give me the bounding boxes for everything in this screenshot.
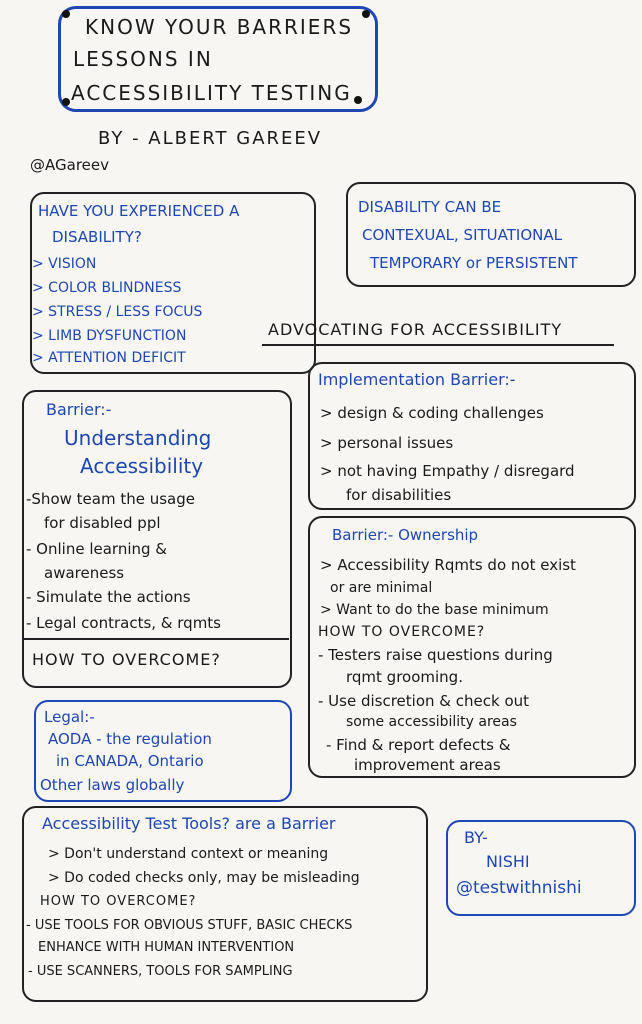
disability-types-box: [346, 182, 636, 287]
list-item: -Show team the usage: [26, 490, 195, 508]
list-item: - Testers raise questions during: [318, 646, 553, 664]
list-item: > personal issues: [320, 434, 454, 452]
pin-dot: [62, 98, 70, 106]
experienced-box: [30, 192, 316, 374]
list-item: - Legal contracts, & rqmts: [26, 614, 221, 632]
title-box: [58, 6, 378, 112]
list-item: some accessibility areas: [346, 714, 517, 730]
title-line-3: ACCESSIBILITY TESTING: [71, 81, 352, 105]
understanding-title-2: Accessibility: [80, 454, 204, 478]
implementation-box: [308, 362, 636, 510]
overcome-label: HOW TO OVERCOME?: [318, 624, 486, 640]
tools-box: [22, 806, 428, 1002]
ownership-box: [308, 516, 636, 778]
list-item: for disabled ppl: [44, 514, 161, 532]
list-item: rqmt grooming.: [346, 668, 463, 686]
legal-box: [34, 700, 292, 802]
list-item: > ATTENTION DEFICIT: [32, 350, 186, 366]
list-item: - Simulate the actions: [26, 588, 191, 606]
legal-line-4: Other laws globally: [40, 776, 185, 794]
title-line-2: LESSONS IN: [73, 47, 213, 71]
list-item: awareness: [44, 564, 125, 582]
list-item: > LIMB DYSFUNCTION: [32, 328, 187, 344]
tools-title: Accessibility Test Tools? are a Barrier: [42, 814, 336, 833]
list-item: ENHANCE WITH HUMAN INTERVENTION: [38, 940, 295, 955]
experienced-heading: HAVE YOU EXPERIENCED A: [38, 202, 240, 220]
legal-line-2: AODA - the regulation: [48, 730, 212, 748]
disability-line-3: TEMPORARY or PERSISTENT: [370, 254, 578, 272]
legal-label: Legal:-: [44, 708, 95, 726]
credit-handle: @testwithnishi: [456, 878, 582, 898]
title-line-1: KNOW YOUR BARRIERS: [85, 15, 354, 39]
list-item: or are minimal: [330, 580, 433, 596]
list-item: > design & coding challenges: [320, 404, 544, 422]
pin-dot: [362, 10, 370, 18]
disability-line-1: DISABILITY CAN BE: [358, 198, 502, 216]
list-item: - Online learning &: [26, 540, 167, 558]
list-item: > Do coded checks only, may be misleading: [48, 870, 360, 886]
understanding-box: [22, 390, 292, 688]
credit-name: NISHI: [486, 852, 530, 871]
legal-line-3: in CANADA, Ontario: [56, 752, 204, 770]
pin-dot: [62, 10, 70, 18]
list-item: for disabilities: [346, 486, 452, 504]
list-item: - Use discretion & check out: [318, 692, 530, 710]
list-item: > VISION: [32, 256, 97, 272]
advocating-heading: ADVOCATING FOR ACCESSIBILITY: [268, 320, 563, 339]
list-item: improvement areas: [354, 756, 501, 774]
credit-by: BY-: [464, 828, 488, 847]
barrier-label: Barrier:-: [46, 400, 112, 419]
divider: [24, 638, 289, 640]
list-item: > Don't understand context or meaning: [48, 846, 329, 862]
ownership-title: Barrier:- Ownership: [332, 526, 479, 544]
list-item: > STRESS / LESS FOCUS: [32, 304, 203, 320]
list-item: - USE TOOLS FOR OBVIOUS STUFF, BASIC CHECKS: [26, 918, 353, 933]
pin-dot: [354, 96, 362, 104]
credit-box: [446, 820, 636, 916]
divider: [262, 344, 614, 346]
list-item: - Find & report defects &: [326, 736, 511, 754]
author: BY - ALBERT GAREEV: [98, 128, 323, 149]
implementation-title: Implementation Barrier:-: [318, 370, 516, 389]
overcome-label: HOW TO OVERCOME?: [40, 894, 197, 909]
experienced-heading-2: DISABILITY?: [52, 228, 142, 246]
disability-line-2: CONTEXUAL, SITUATIONAL: [362, 226, 562, 244]
twitter-handle: @AGareev: [30, 156, 109, 174]
list-item: - USE SCANNERS, TOOLS FOR SAMPLING: [28, 964, 293, 979]
list-item: > Want to do the base minimum: [320, 602, 549, 618]
list-item: > Accessibility Rqmts do not exist: [320, 556, 576, 574]
list-item: > not having Empathy / disregard: [320, 462, 575, 480]
understanding-title: Understanding: [64, 426, 212, 450]
list-item: > COLOR BLINDNESS: [32, 280, 182, 296]
overcome-label: HOW TO OVERCOME?: [32, 650, 221, 669]
